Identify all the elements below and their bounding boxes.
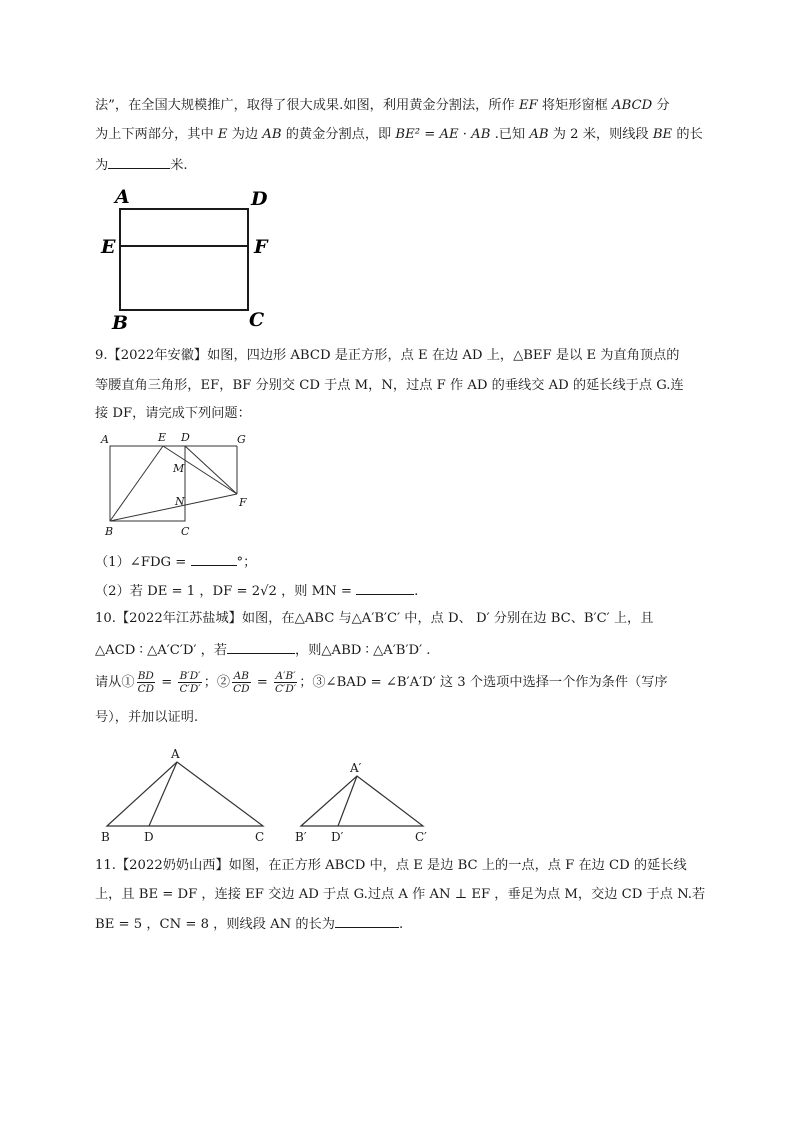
- label-e: E: [101, 236, 116, 258]
- q10-line-3: 请从① $\frac{BD}{CD}$ = $\frac{B'D'}{C'D'}$ ；② $\frac{AB}{CD}$ = $\frac{A'B'}{C'D'}$ ；③∠BAD = ∠B′A′D′ 这 3 个选项中选择一个作为条件（写序: [95, 670, 668, 695]
- fraction-bd-cd: $\frac{BD}{CD}$: [137, 670, 155, 695]
- triangle-abc: [107, 762, 263, 826]
- label-d: D: [181, 431, 190, 444]
- fragment-line-2: 为上下两部分，其中 E 为边 AB 的黄金分割点，即 BE² = AE · AB .已知 AB 为 2 米，则线段 BE 的长: [95, 127, 703, 142]
- label-a: A: [101, 433, 109, 446]
- fraction-bd-cd-prime: $\frac{B'D'}{C'D'}$: [179, 670, 201, 695]
- label-d-prime: D′: [331, 830, 344, 844]
- q9-part-1: （1）∠FDG = °；: [95, 551, 705, 573]
- q9-answer-blank-1[interactable]: [191, 551, 237, 566]
- segment-be: [110, 446, 163, 521]
- label-a-prime: A′: [350, 761, 362, 775]
- label-b: B: [105, 525, 114, 538]
- q10-line-1: 10.【2022年江苏盐城】如图，在△ABC 与△A′B′C′ 中，点 D、 D′ 分别在边 BC、B′C′ 上，且: [95, 611, 654, 626]
- q11-line-1: 11.【2022奶奶山西】如图，在正方形 ABCD 中，点 E 是边 BC 上的一点，点 F 在边 CD 的延长线: [95, 858, 687, 873]
- label-e: E: [158, 431, 167, 444]
- rect-abcd: [120, 209, 248, 310]
- label-b: B: [112, 312, 129, 333]
- label-b-prime: B′: [295, 830, 307, 844]
- fraction-ab-cd: $\frac{AB}{CD}$: [233, 670, 250, 695]
- fragment-line-1: 法”，在全国大规模推广，取得了很大成果.如图，利用黄金分割法，所作 EF 将矩形窗框 ABCD 分: [95, 98, 670, 113]
- triangle-a2b2c2: [301, 776, 423, 826]
- q11-answer-blank[interactable]: [335, 913, 399, 928]
- figure-q9-square: [95, 428, 265, 540]
- fraction-ab-cd-prime: $\frac{A'B'}{C'D'}$: [274, 670, 297, 695]
- label-a: A: [171, 747, 180, 761]
- figure-q10-triangles: [95, 742, 445, 848]
- segment-bf: [110, 494, 237, 521]
- label-c: C: [249, 309, 265, 331]
- label-c: C: [181, 525, 190, 538]
- segment-ad: [149, 762, 177, 826]
- segment-df: [185, 446, 237, 494]
- label-n: N: [175, 495, 185, 508]
- label-b: B: [101, 830, 110, 844]
- fragment-line-3: 为 米.: [95, 154, 705, 176]
- q11-line-3: BE = 5 ，CN = 8 ，则线段 AN 的长为 .: [95, 913, 705, 935]
- q10-line-4: 号），并加以证明.: [95, 710, 199, 725]
- label-d: D: [144, 830, 154, 844]
- label-a: A: [115, 186, 130, 208]
- segment-a2d2: [338, 776, 357, 826]
- label-f: F: [239, 496, 247, 509]
- q9-answer-blank-2[interactable]: [356, 580, 414, 595]
- label-c-prime: C′: [415, 830, 427, 844]
- q9-line-2: 等腰直角三角形，EF，BF 分别交 CD 于点 M，N，过点 F 作 AD 的垂线交 AD 的延长线于点 G.连: [95, 378, 684, 393]
- label-m: M: [173, 462, 185, 475]
- q9-line-3: 接 DF，请完成下列问题：: [95, 406, 251, 421]
- answer-blank[interactable]: [108, 154, 170, 169]
- q9-part-2: （2）若 DE = 1 ，DF = 2√2 ，则 MN = .: [95, 580, 705, 602]
- label-f: F: [254, 236, 268, 258]
- label-c: C: [255, 830, 265, 844]
- square-abcd: [110, 446, 185, 521]
- figure-window-frame: [98, 183, 278, 333]
- label-d: D: [251, 188, 268, 210]
- q10-answer-blank[interactable]: [227, 639, 295, 654]
- label-g: G: [237, 433, 246, 446]
- q9-line-1: 9.【2022年安徽】如图，四边形 ABCD 是正方形，点 E 在边 AD 上，△BEF 是以 E 为直角顶点的: [95, 348, 680, 363]
- q10-line-2: △ACD ∶ △A′C′D′ ，若 ，则△ABD ∶ △A′B′D′ .: [95, 639, 705, 661]
- q11-line-2: 上，且 BE = DF ，连接 EF 交边 AD 于点 G.过点 A 作 AN ⊥ EF ，垂足为点 M，交边 CD 于点 N.若: [95, 887, 706, 902]
